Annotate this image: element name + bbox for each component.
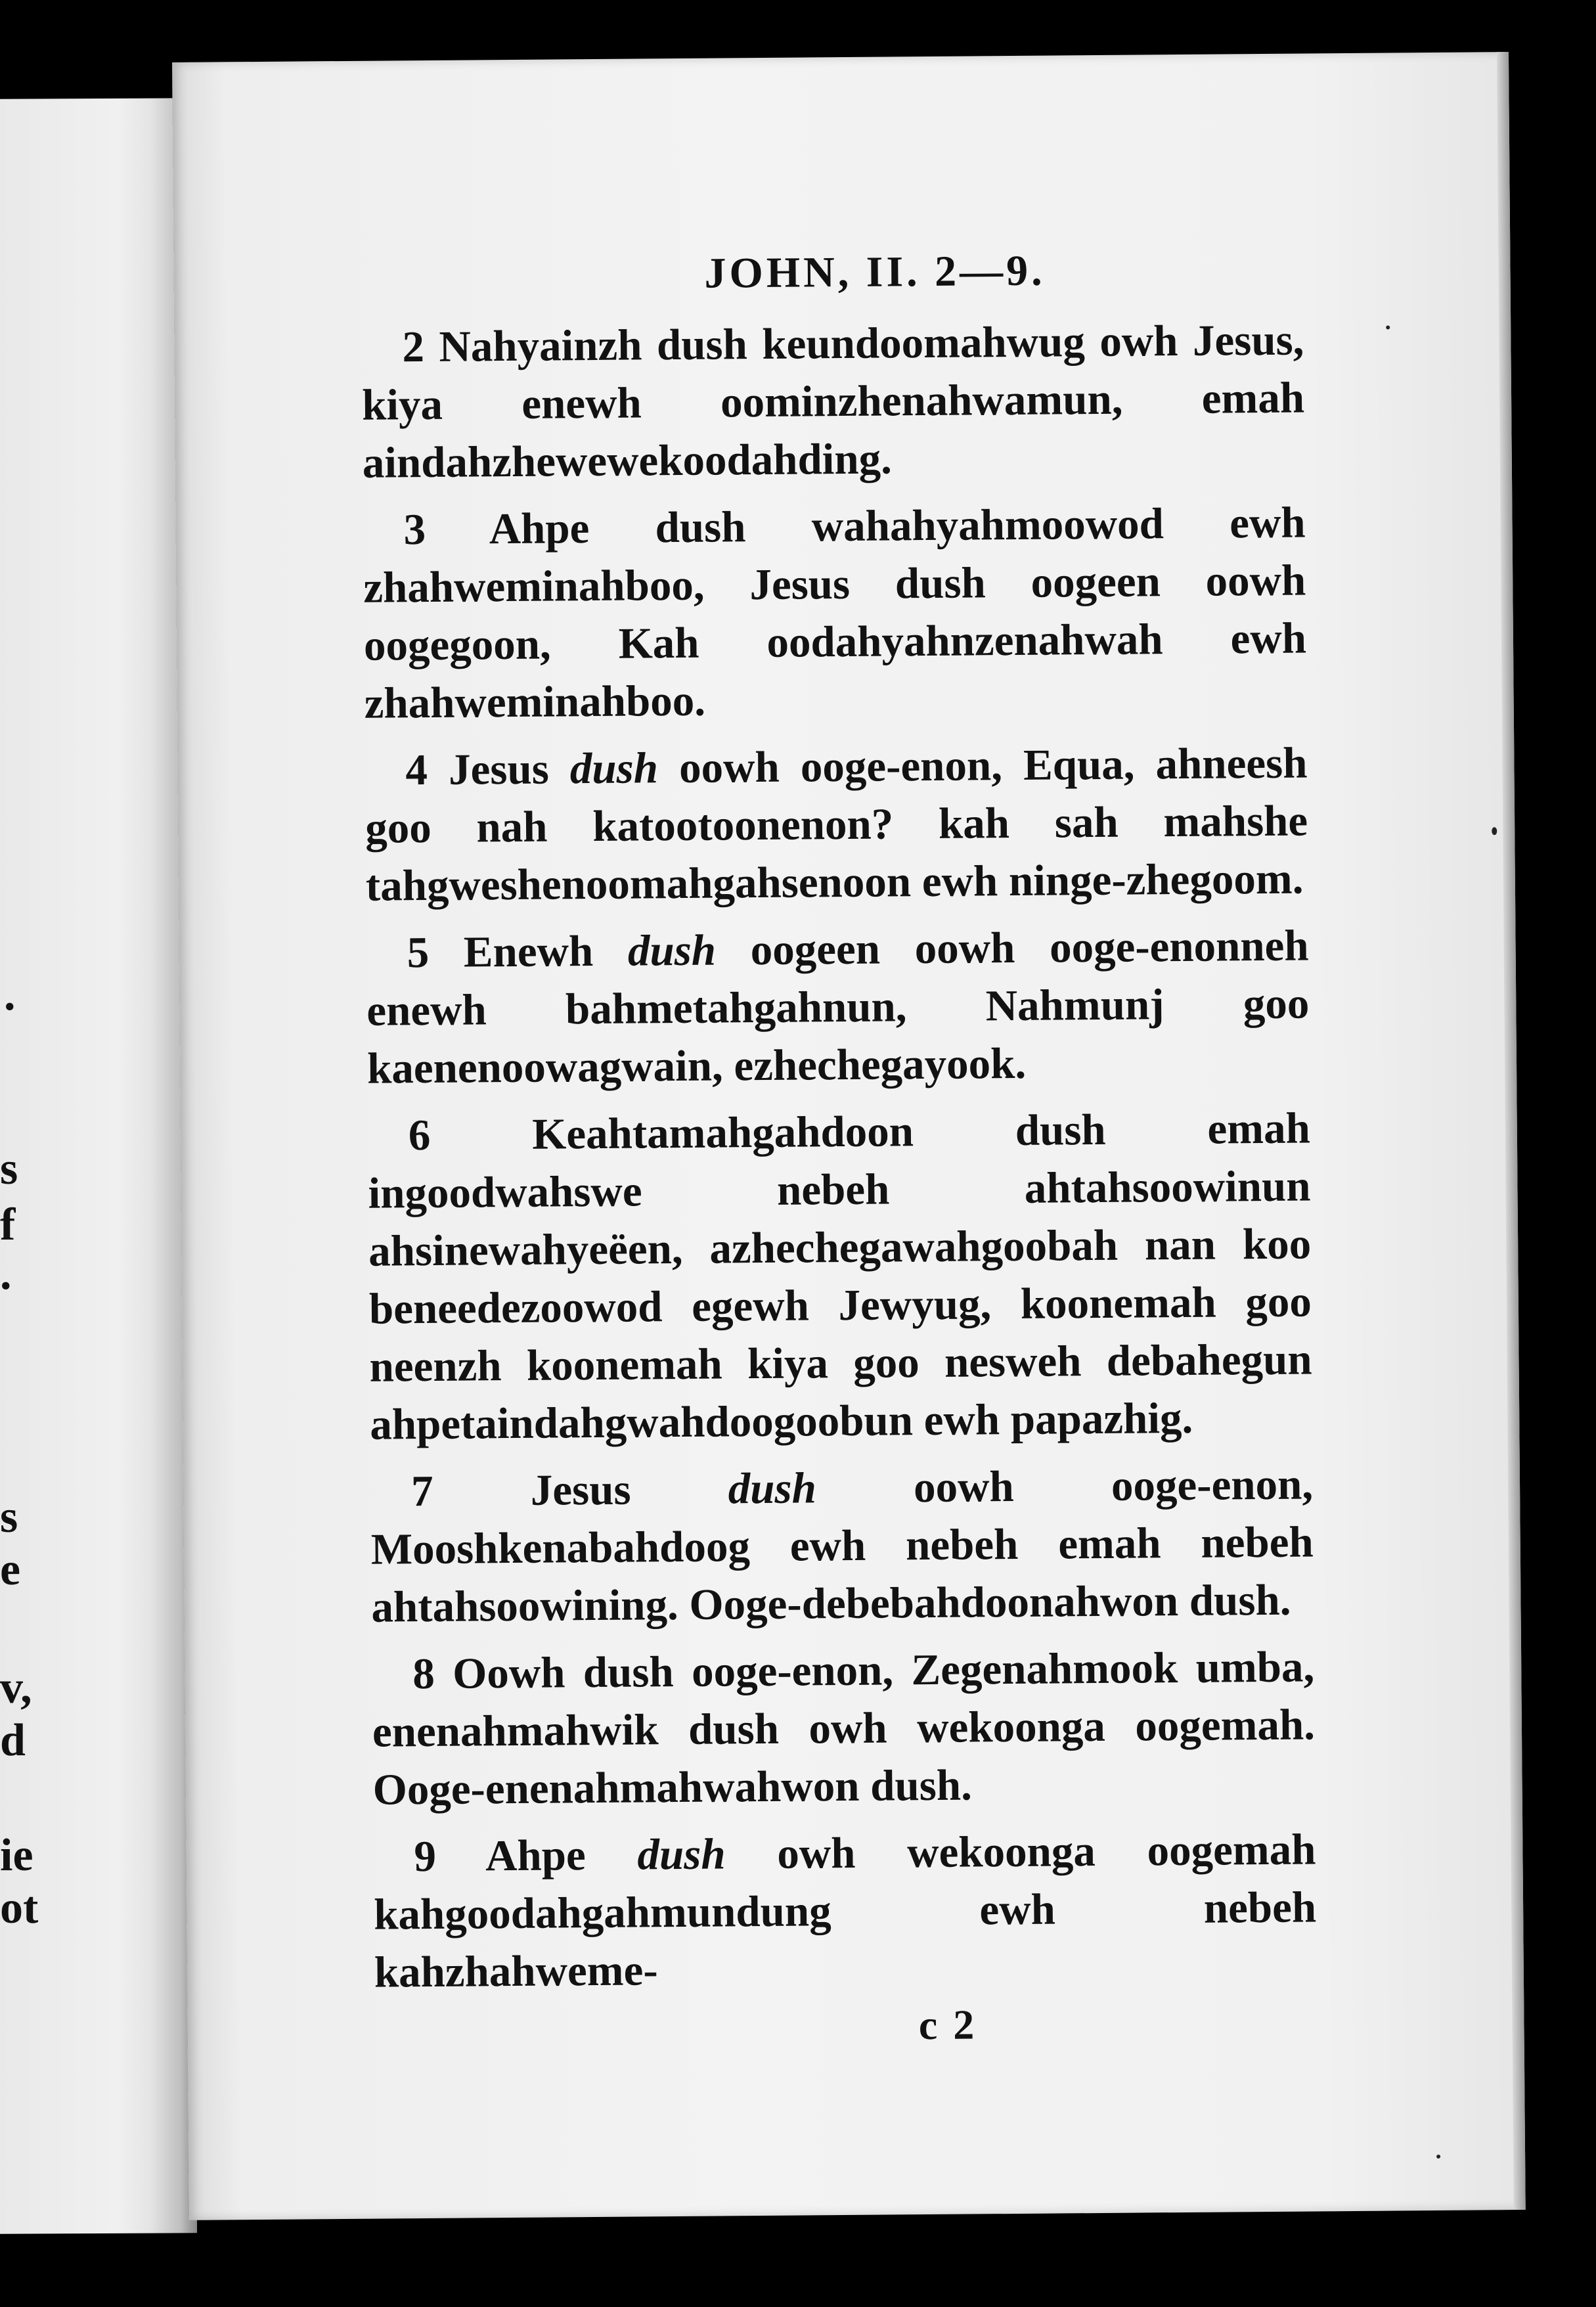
scripture-text [361,311,1317,2010]
left-page-fragment: d [0,1715,26,1766]
paper-speck [1492,827,1497,835]
verse-4 [365,734,1308,914]
italic-word: dush [627,926,717,975]
left-page-fragment: . [4,970,16,1020]
verse-text: oogeen oowh ooge-enonneh enewh bahmetahgahnun, Nahmunj goo kaenenoowagwain, ezhechegayook. [366,921,1310,1093]
verse-text: owh wekoonga oogemah kahgoodahgahmundung ewh nebeh kahzhahweme- [373,1825,1317,1997]
left-page-fragment: f [0,1199,16,1250]
left-page-fragment: ot [0,1883,39,1933]
verse-9 [373,1820,1317,2001]
left-page-fragment: v, [0,1663,32,1713]
verse-number: 3 [403,504,426,554]
running-head: JOHN, II. 2—9. [704,246,1046,298]
paper-speck [1386,325,1390,329]
verse-number: 2 [402,322,425,372]
verse-text: oowh ooge-enon, Equa, ahneesh goo nah katootoonenon? kah sah mahshe tahgweshenoomahgahsenoon ewh ninge-zhegoom. [365,738,1308,910]
verse-text: Keahtamahgahdoon dush emah ingoodwahswe nebeh ahtahsoowinun ahsinewahyeëen, azhechegawahgoobah nan koo beneedezoowod egewh Jewyug, koonemah goo neenzh koonemah kiya goo nesweh debahegun ahpetaindahgwahdoogoobun ewh papazhig. [368,1104,1312,1449]
verse-text: oowh ooge-enon, Mooshkenabahdoog ewh nebeh emah nebeh ahtahsoowining. Ooge-debebahdoonahwon dush. [370,1460,1314,1632]
verse-6 [367,1099,1312,1453]
verse-text: Enewh [463,926,629,977]
left-page-fragment: s [0,1492,18,1542]
verse-text: Ahpe [485,1830,638,1881]
page-edge [1497,52,1526,2210]
verse-number: 9 [414,1831,437,1881]
verse-text: Nahyainzh dush keundoomahwug owh Jesus, kiya enewh oominzhenahwamun, emah aindahzhewewekoodahding. [361,315,1305,487]
verse-number: 5 [407,928,430,977]
italic-word: dush [569,744,659,794]
italic-word: dush [637,1829,726,1879]
verse-2 [361,311,1305,491]
verse-7 [370,1455,1314,1636]
verse-number: 8 [412,1649,435,1699]
left-page-fragment: s [0,1144,18,1194]
signature-mark: c 2 [918,2001,977,2049]
verse-8 [372,1638,1316,1818]
verse-number: 6 [408,1110,431,1160]
verse-text: Oowh dush ooge-enon, Zegenahmook umba, enenahmahwik dush owh wekoonga oogemah. Ooge-enenahmahwahwon dush. [372,1642,1316,1814]
verse-number: 4 [405,745,428,795]
left-page-fragment: . [0,1249,12,1299]
left-page-fragment: ie [0,1830,33,1881]
paper-speck [1436,2155,1440,2159]
left-page-fragment: e [0,1544,21,1595]
verse-5 [366,916,1310,1097]
verse-number: 7 [410,1466,433,1516]
verse-text: Jesus [530,1464,729,1515]
verse-text: Ahpe dush wahahyahmoowod ewh zhahweminahboo, Jesus dush oogeen oowh oogegoon, Kah oodahyahnzenahwah ewh zhahweminahboo. [363,498,1307,728]
verse-3 [363,493,1307,732]
book-page [172,52,1526,2220]
italic-word: dush [728,1464,817,1513]
verse-text: Jesus [448,744,571,794]
